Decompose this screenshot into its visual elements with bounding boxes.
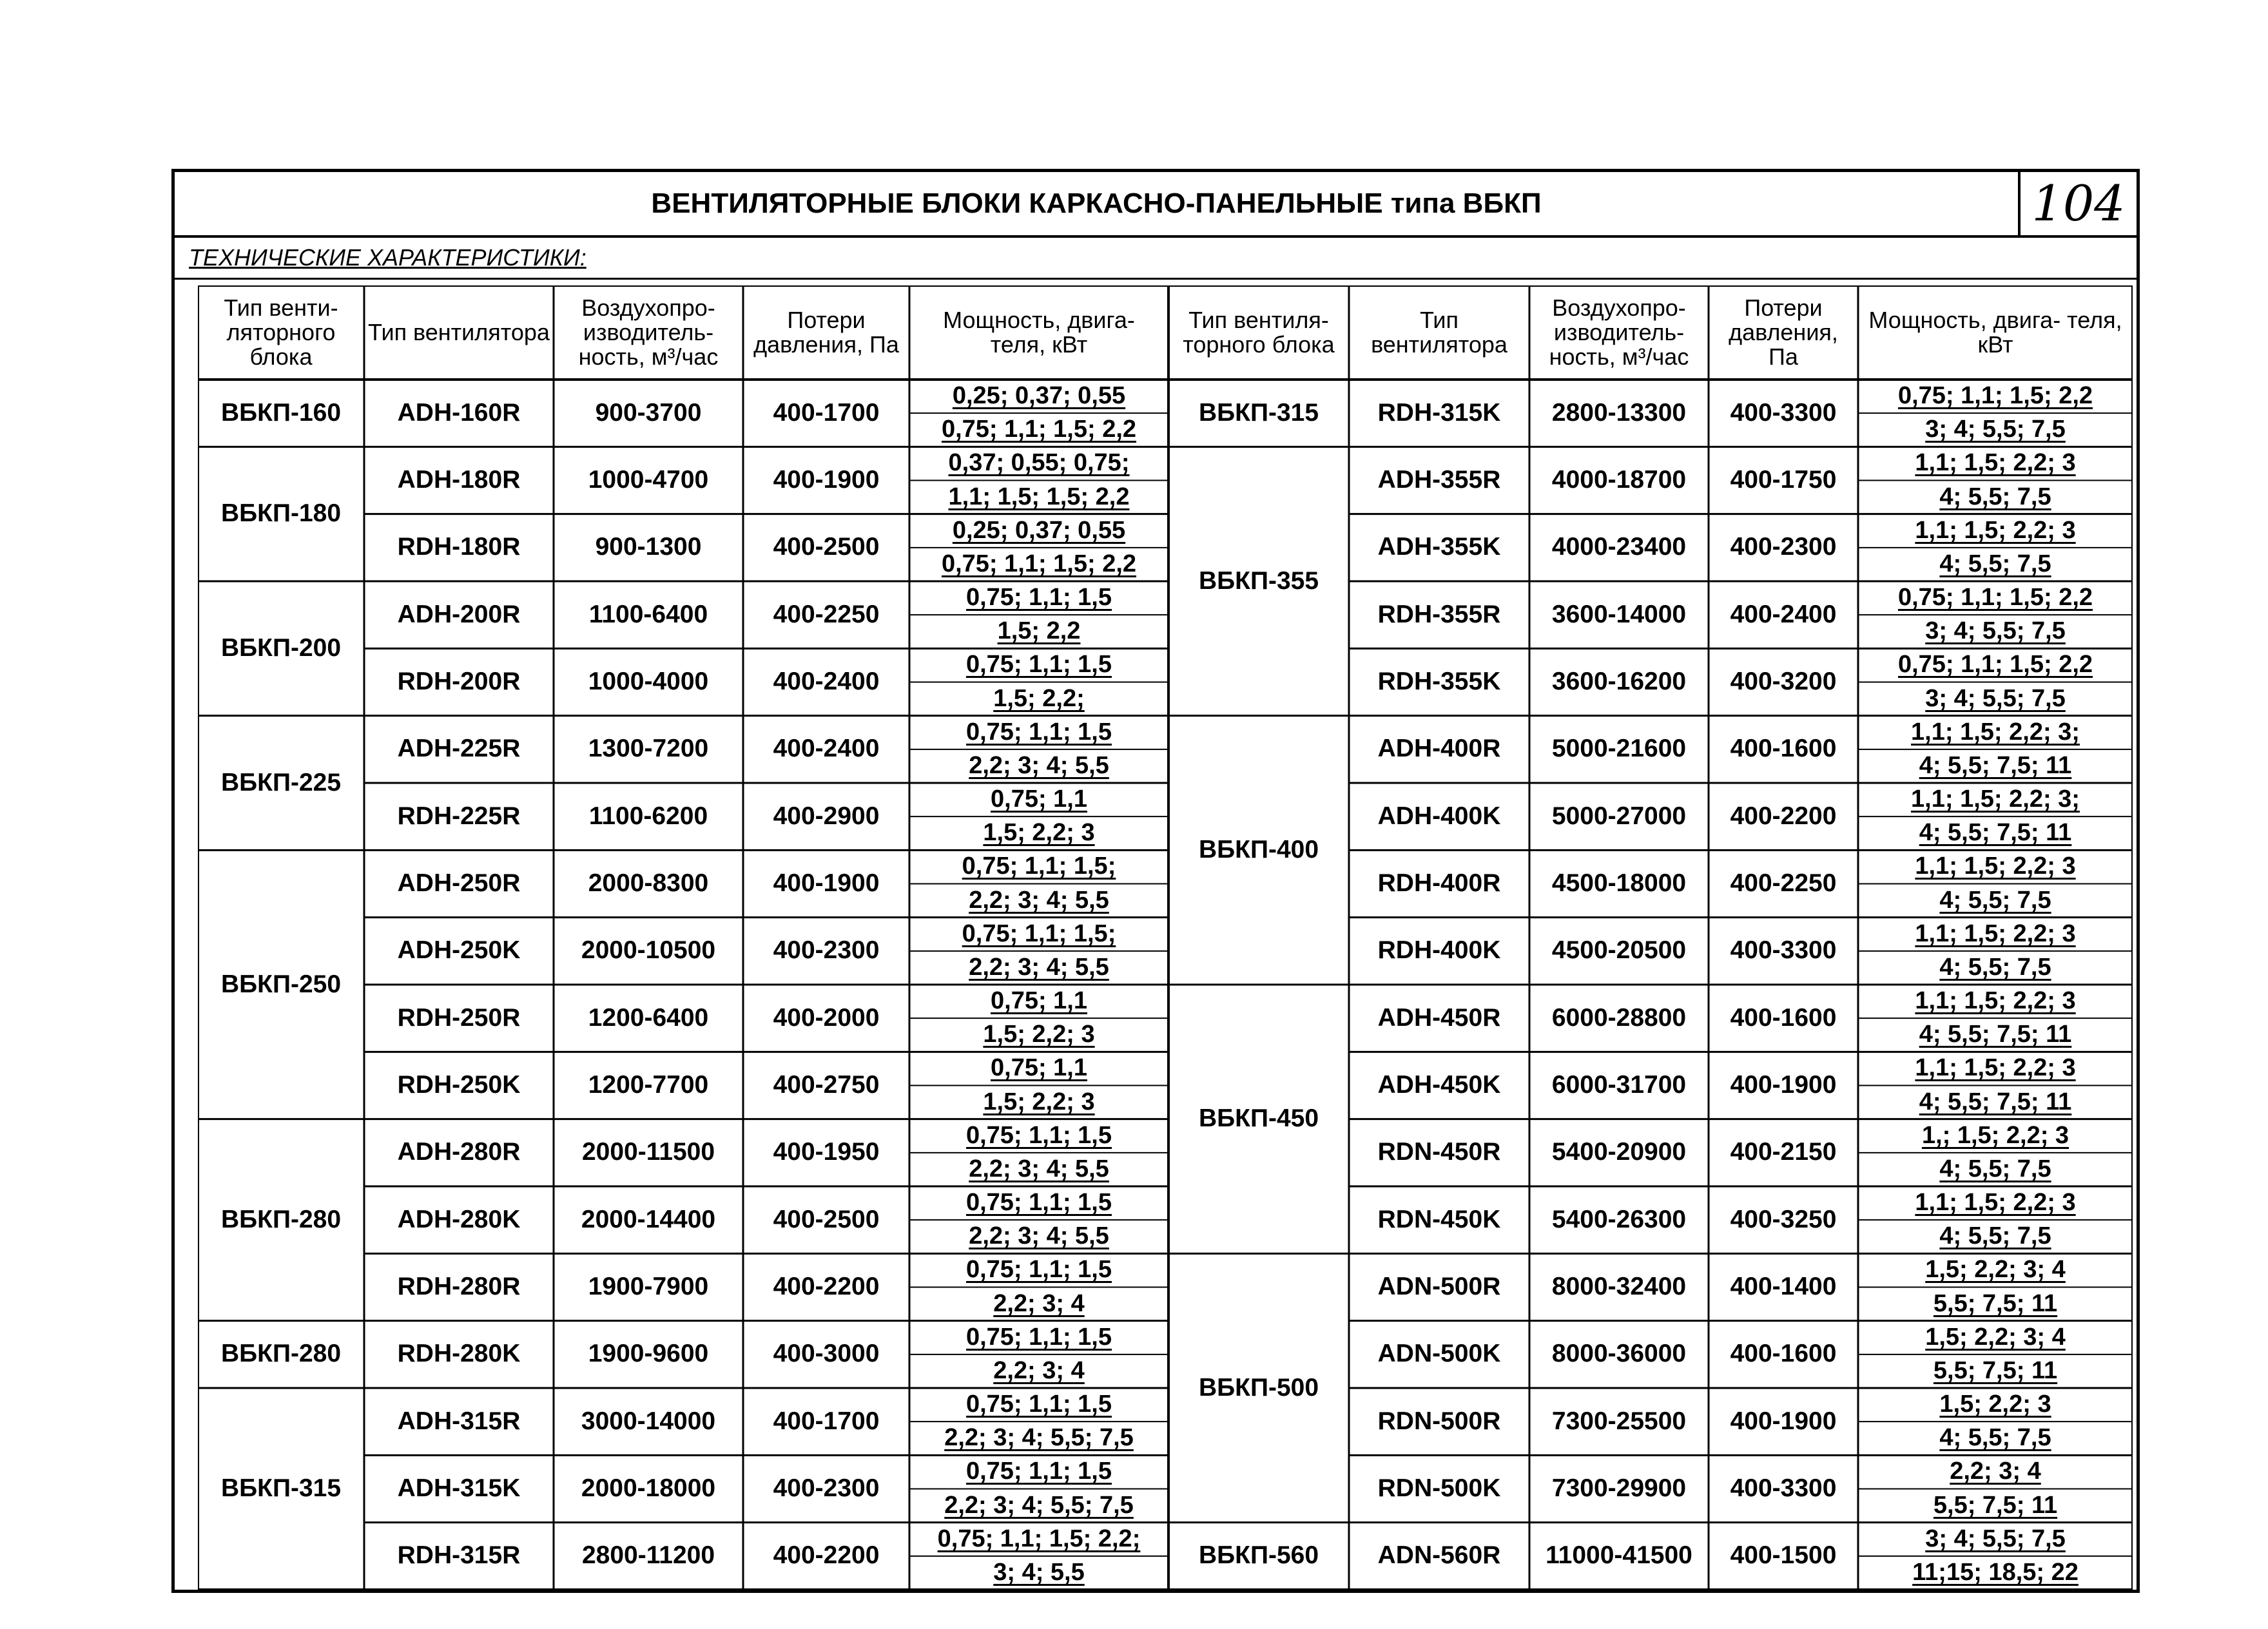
pressure-cell: 400-2200 — [1730, 802, 1837, 830]
power-value-text: 1,1; 1,5; 2,2; 3 — [1915, 516, 2076, 544]
power-value — [1858, 1253, 2133, 1287]
airflow-cell: 6000-28800 — [1551, 1003, 1687, 1032]
fan-type-cell: RDN-450R — [1377, 1138, 1501, 1166]
power-value-text: 1,5; 2,2; — [993, 684, 1085, 712]
power-value-text: 1,5; 2,2; 3; 4 — [1925, 1323, 2066, 1351]
fan-type-cell: ADH-180R — [397, 466, 521, 494]
power-value-text: 0,75; 1,1; 1,5; 2,2 — [1897, 382, 2093, 410]
airflow-cell: 5000-27000 — [1551, 802, 1687, 830]
airflow-cell: 1900-9600 — [588, 1340, 709, 1368]
pressure-cell: 400-2150 — [1730, 1138, 1837, 1166]
pressure-cell: 400-3000 — [773, 1340, 880, 1368]
power-value — [1858, 1086, 2133, 1119]
pressure-cell: 400-2500 — [773, 533, 880, 561]
airflow-cell: 2000-10500 — [581, 936, 716, 965]
power-value-text: 2,2; 3; 4 — [993, 1289, 1085, 1317]
power-value-text: 3; 4; 5,5 — [993, 1558, 1085, 1586]
power-value — [909, 1153, 1168, 1186]
column-header: Тип венти- ляторного блока — [224, 294, 338, 370]
power-value-text: 0,75; 1,1; 1,5; 2,2 — [1897, 584, 2093, 612]
power-value-text: 0,75; 1,1 — [991, 786, 1087, 813]
power-value-text: 4; 5,5; 7,5 — [1939, 886, 2051, 914]
power-value — [1858, 884, 2133, 918]
power-value — [909, 1556, 1168, 1590]
block-type-cell: ВБКП-280 — [220, 1205, 342, 1233]
power-value-text: 1,1; 1,5; 2,2; 3 — [1915, 853, 2076, 880]
fan-type-cell: ADH-280R — [397, 1138, 521, 1166]
power-value-text: 1,1; 1,5; 2,2; 3 — [1915, 449, 2076, 477]
pressure-cell: 400-1900 — [773, 869, 880, 898]
power-value-text: 5,5; 7,5; 11 — [1933, 1356, 2058, 1384]
pressure-cell: 400-3300 — [1730, 936, 1837, 965]
power-value-text: 2,2; 3; 4; 5,5 — [969, 1155, 1109, 1182]
power-value-text: 0,75; 1,1; 1,5; 2,2 — [1897, 651, 2093, 679]
block-type-cell: ВБКП-180 — [220, 499, 342, 528]
power-value — [1858, 1489, 2133, 1523]
power-value — [1858, 1321, 2133, 1354]
power-value-text: 3; 4; 5,5; 7,5 — [1925, 617, 2066, 645]
airflow-cell: 1900-7900 — [588, 1273, 709, 1301]
power-value-text: 4; 5,5; 7,5 — [1939, 1222, 2051, 1250]
block-type-cell: ВБКП-315 — [1198, 398, 1319, 427]
pressure-cell: 400-2300 — [773, 936, 880, 965]
section-label: ТЕХНИЧЕСКИЕ ХАРАКТЕРИСТИКИ: — [189, 244, 586, 271]
power-value — [909, 783, 1168, 816]
power-value-text: 3; 4; 5,5; 7,5 — [1925, 684, 2066, 712]
pressure-cell: 400-1950 — [773, 1138, 880, 1166]
column-header: Воздухопро- изводитель- ность, м³/час — [578, 294, 719, 370]
airflow-cell: 5400-26300 — [1551, 1205, 1687, 1233]
section-divider — [175, 278, 2137, 280]
power-value-text: 1,5; 2,2; 3 — [1939, 1391, 2051, 1418]
airflow-cell: 8000-32400 — [1551, 1273, 1687, 1301]
airflow-cell: 4000-23400 — [1551, 533, 1687, 561]
fan-type-cell: RDH-355K — [1377, 668, 1501, 696]
power-value — [1858, 1153, 2133, 1186]
block-type-cell: ВБКП-225 — [220, 768, 342, 796]
power-value-text: 4; 5,5; 7,5 — [1939, 550, 2051, 577]
power-value-text: 1,1; 1,5; 2,2; 3 — [1915, 987, 2076, 1015]
power-value-text: 11;15; 18,5; 22 — [1912, 1558, 2079, 1586]
column-header: Воздухопро- изводитель- ность, м³/час — [1549, 294, 1689, 370]
fan-type-cell: ADH-160R — [397, 398, 521, 427]
power-value — [909, 1086, 1168, 1119]
pressure-cell: 400-2500 — [773, 1205, 880, 1233]
pressure-cell: 400-1600 — [1730, 735, 1837, 763]
power-value-text: 0,75; 1,1; 1,5; 2,2 — [941, 416, 1137, 443]
pressure-cell: 400-2400 — [1730, 600, 1837, 628]
airflow-cell: 2800-11200 — [581, 1541, 715, 1570]
power-value-text: 1,1; 1,5; 2,2; 3; — [1911, 786, 2080, 813]
power-value-text: 1,5; 2,2; 3 — [983, 1021, 1095, 1048]
fan-type-cell: ADH-450K — [1377, 1071, 1501, 1099]
power-value-text: 0,75; 1,1; 1,5 — [965, 584, 1112, 612]
power-value — [909, 1186, 1168, 1220]
fan-type-cell: ADN-500R — [1377, 1273, 1501, 1301]
power-value — [909, 514, 1168, 548]
pressure-cell: 400-2250 — [1730, 869, 1837, 898]
block-type-cell: ВБКП-500 — [1198, 1373, 1319, 1402]
power-value-text: 2,2; 3; 4; 5,5 — [969, 886, 1109, 914]
pressure-cell: 400-2300 — [773, 1474, 880, 1503]
power-value — [909, 1018, 1168, 1052]
power-value — [909, 1253, 1168, 1287]
power-value-text: 1,5; 2,2; 3 — [983, 819, 1095, 847]
power-value — [1858, 985, 2133, 1018]
fan-type-cell: ADH-250R — [397, 869, 521, 898]
column-header: Тип вентилятора — [368, 319, 550, 346]
power-value — [1858, 918, 2133, 951]
power-value — [909, 1455, 1168, 1489]
power-value-text: 2,2; 3; 4; 5,5 — [969, 751, 1109, 779]
airflow-cell: 6000-31700 — [1551, 1071, 1687, 1099]
airflow-cell: 4500-20500 — [1551, 936, 1687, 965]
power-value-text: 4; 5,5; 7,5 — [1939, 1155, 2051, 1182]
power-value — [909, 951, 1168, 985]
power-value — [909, 1489, 1168, 1523]
power-value — [1858, 581, 2133, 615]
airflow-cell: 1200-6400 — [588, 1003, 709, 1032]
power-value-text: 2,2; 3; 4; 5,5 — [969, 1222, 1109, 1250]
pressure-cell: 400-2200 — [773, 1273, 880, 1301]
power-value-text: 0,75; 1,1; 1,5 — [965, 718, 1112, 746]
fan-type-cell: ADH-355R — [1377, 466, 1501, 494]
power-value-text: 0,75; 1,1; 1,5; 2,2 — [941, 550, 1137, 577]
airflow-cell: 1000-4700 — [588, 466, 709, 494]
power-value-text: 0,75; 1,1; 1,5 — [965, 651, 1112, 679]
power-value-text: 1,5; 2,2; 3; 4 — [1925, 1256, 2066, 1284]
pressure-cell: 400-1700 — [773, 1407, 880, 1435]
airflow-cell: 2000-8300 — [588, 869, 709, 898]
pressure-cell: 400-1400 — [1730, 1273, 1837, 1301]
power-value — [1858, 413, 2133, 447]
airflow-cell: 1300-7200 — [588, 735, 709, 763]
power-value — [1858, 1354, 2133, 1388]
power-value — [909, 447, 1168, 480]
pressure-cell: 400-2900 — [773, 802, 880, 830]
power-value-text: 2,2; 3; 4; 5,5; 7,5 — [944, 1491, 1134, 1519]
fan-type-cell: ADH-315R — [397, 1407, 521, 1435]
airflow-cell: 1100-6200 — [588, 802, 708, 830]
block-type-cell: ВБКП-250 — [220, 970, 342, 998]
power-value-text: 0,75; 1,1; 1,5 — [965, 1189, 1112, 1217]
drawing-sheet — [171, 169, 2140, 1593]
airflow-cell: 8000-36000 — [1551, 1340, 1687, 1368]
block-type-cell: ВБКП-315 — [220, 1474, 342, 1503]
power-value — [909, 380, 1168, 413]
power-value — [909, 615, 1168, 648]
power-value — [1858, 1287, 2133, 1321]
airflow-cell: 2000-11500 — [581, 1138, 715, 1166]
column-header: Мощность, двига- теля, кВт — [943, 307, 1135, 358]
power-value-text: 0,75; 1,1; 1,5; — [962, 920, 1116, 947]
fan-type-cell: ADH-355K — [1377, 533, 1501, 561]
power-value — [1858, 1523, 2133, 1556]
airflow-cell: 4500-18000 — [1551, 869, 1687, 898]
fan-type-cell: ADH-400R — [1377, 735, 1501, 763]
fan-type-cell: RDH-355R — [1377, 600, 1501, 628]
power-value — [909, 1052, 1168, 1085]
power-value-text: 0,75; 1,1 — [991, 1054, 1087, 1082]
power-value — [909, 1523, 1168, 1556]
power-value-text: 0,75; 1,1; 1,5 — [965, 1323, 1112, 1351]
power-value-text: 1,1; 1,5; 2,2; 3; — [1911, 718, 2080, 746]
power-value — [1858, 1388, 2133, 1422]
power-value — [1858, 1422, 2133, 1455]
power-value-text: 4; 5,5; 7,5 — [1939, 1424, 2051, 1452]
block-type-cell: ВБКП-560 — [1198, 1541, 1319, 1570]
power-value-text: 0,75; 1,1; 1,5 — [965, 1391, 1112, 1418]
power-value — [1858, 716, 2133, 749]
power-value-text: 4; 5,5; 7,5; 11 — [1919, 1088, 2072, 1115]
power-value-text: 0,37; 0,55; 0,75; — [948, 449, 1130, 477]
power-value — [909, 1354, 1168, 1388]
pressure-cell: 400-1600 — [1730, 1003, 1837, 1032]
power-value-text: 0,25; 0,37; 0,55 — [952, 382, 1126, 410]
pressure-cell: 400-1600 — [1730, 1340, 1837, 1368]
spec-table — [198, 285, 2133, 1590]
fan-type-cell: RDH-250R — [397, 1003, 521, 1032]
power-value — [1858, 548, 2133, 581]
power-value — [909, 749, 1168, 783]
power-value — [909, 918, 1168, 951]
block-type-cell: ВБКП-450 — [1198, 1104, 1319, 1133]
fan-type-cell: RDH-225R — [397, 802, 521, 830]
power-value — [909, 682, 1168, 716]
fan-type-cell: RDH-315K — [1377, 398, 1501, 427]
power-value-text: 4; 5,5; 7,5 — [1939, 953, 2051, 981]
airflow-cell: 1200-7700 — [588, 1071, 709, 1099]
power-value-text: 3; 4; 5,5; 7,5 — [1925, 416, 2066, 443]
fan-type-cell: ADN-500K — [1377, 1340, 1501, 1368]
power-value-text: 2,2; 3; 4 — [1950, 1458, 2041, 1485]
power-value-text: 5,5; 7,5; 11 — [1933, 1491, 2058, 1519]
pressure-cell: 400-2200 — [773, 1541, 880, 1570]
power-value-text: 1,1; 1,5; 2,2; 3 — [1915, 920, 2076, 947]
airflow-cell: 3600-14000 — [1551, 600, 1687, 628]
power-value-text: 0,75; 1,1; 1,5 — [965, 1121, 1112, 1149]
power-value-text: 1,1; 1,5; 1,5; 2,2 — [948, 483, 1130, 510]
airflow-cell: 4000-18700 — [1551, 466, 1687, 494]
power-value — [1858, 1220, 2133, 1253]
power-value — [1858, 749, 2133, 783]
power-value — [909, 850, 1168, 883]
power-value — [1858, 1052, 2133, 1085]
power-value — [909, 816, 1168, 850]
block-type-cell: ВБКП-200 — [220, 633, 342, 662]
airflow-cell: 2000-14400 — [581, 1205, 716, 1233]
pressure-cell: 400-1500 — [1730, 1541, 1837, 1570]
fan-type-cell: RDN-450K — [1377, 1205, 1501, 1233]
power-value — [909, 1388, 1168, 1422]
power-value-text: 4; 5,5; 7,5; 11 — [1919, 819, 2072, 847]
block-type-cell: ВБКП-280 — [220, 1340, 342, 1368]
fan-type-cell: RDH-400K — [1377, 936, 1501, 965]
power-value — [909, 648, 1168, 682]
fan-type-cell: ADH-200R — [397, 600, 521, 628]
fan-type-cell: RDH-400R — [1377, 869, 1501, 898]
power-value — [1858, 951, 2133, 985]
pressure-cell: 400-2400 — [773, 735, 880, 763]
block-type-cell: ВБКП-355 — [1198, 566, 1319, 595]
power-value — [1858, 1119, 2133, 1153]
pressure-cell: 400-1900 — [1730, 1071, 1837, 1099]
pressure-cell: 400-3200 — [1730, 668, 1837, 696]
power-value-text: 0,75; 1,1; 1,5 — [965, 1256, 1112, 1284]
power-value — [1858, 648, 2133, 682]
pressure-cell: 400-2000 — [773, 1003, 880, 1032]
power-value-text: 1,5; 2,2; 3 — [983, 1088, 1095, 1115]
airflow-cell: 900-3700 — [595, 398, 702, 427]
pressure-cell: 400-3300 — [1730, 1474, 1837, 1503]
power-value — [1858, 615, 2133, 648]
power-value — [1858, 1556, 2133, 1590]
power-value — [1858, 783, 2133, 816]
airflow-cell: 3600-16200 — [1551, 668, 1687, 696]
pressure-cell: 400-2300 — [1730, 533, 1837, 561]
power-value-text: 4; 5,5; 7,5 — [1939, 483, 2051, 510]
power-value — [909, 1119, 1168, 1153]
power-value — [909, 1287, 1168, 1321]
power-value — [1858, 816, 2133, 850]
airflow-cell: 2000-18000 — [581, 1474, 716, 1503]
power-value-text: 0,75; 1,1; 1,5 — [965, 1458, 1112, 1485]
pressure-cell: 400-1700 — [773, 398, 880, 427]
pressure-cell: 400-1900 — [773, 466, 880, 494]
power-value — [909, 413, 1168, 447]
fan-type-cell: RDH-200R — [397, 668, 521, 696]
power-value — [1858, 380, 2133, 413]
pressure-cell: 400-3250 — [1730, 1205, 1837, 1233]
fan-type-cell: RDN-500R — [1377, 1407, 1501, 1435]
column-header: Тип вентилятора — [1371, 307, 1507, 358]
power-value — [1858, 682, 2133, 716]
pressure-cell: 400-2250 — [773, 600, 880, 628]
block-type-cell: ВБКП-160 — [220, 398, 342, 427]
power-value-text: 2,2; 3; 4; 5,5 — [969, 953, 1109, 981]
power-value-text: 1,; 1,5; 2,2; 3 — [1921, 1121, 2069, 1149]
power-value-text: 5,5; 7,5; 11 — [1933, 1289, 2058, 1317]
pressure-cell: 400-2750 — [773, 1071, 880, 1099]
power-value — [909, 716, 1168, 749]
power-value-text: 1,1; 1,5; 2,2; 3 — [1915, 1189, 2076, 1217]
column-header: Тип вентиля- торного блока — [1183, 307, 1335, 358]
power-value-text: 2,2; 3; 4; 5,5; 7,5 — [944, 1424, 1134, 1452]
power-value-text: 1,1; 1,5; 2,2; 3 — [1915, 1054, 2076, 1082]
fan-type-cell: RDH-280K — [397, 1340, 521, 1368]
airflow-cell: 3000-14000 — [581, 1407, 716, 1435]
pressure-cell: 400-1900 — [1730, 1407, 1837, 1435]
power-value — [1858, 1186, 2133, 1220]
fan-type-cell: RDH-250K — [397, 1071, 521, 1099]
power-value — [909, 581, 1168, 615]
airflow-cell: 900-1300 — [595, 533, 702, 561]
power-value-text: 4; 5,5; 7,5; 11 — [1919, 751, 2072, 779]
fan-type-cell: ADH-400K — [1377, 802, 1501, 830]
airflow-cell: 1100-6400 — [588, 600, 708, 628]
airflow-cell: 1000-4000 — [588, 668, 709, 696]
fan-type-cell: RDH-280R — [397, 1273, 521, 1301]
title-row — [175, 172, 2137, 238]
power-value-text: 1,5; 2,2 — [997, 617, 1081, 645]
power-value-text: 2,2; 3; 4 — [993, 1356, 1085, 1384]
power-value-text: 0,75; 1,1; 1,5; — [962, 853, 1116, 880]
page-title: ВЕНТИЛЯТОРНЫЕ БЛОКИ КАРКАСНО-ПАНЕЛЬНЫЕ типа ВБКП — [651, 188, 1542, 219]
power-value — [1858, 481, 2133, 514]
power-value — [909, 985, 1168, 1018]
power-value — [909, 1422, 1168, 1455]
sheet-number: 104 — [2018, 172, 2137, 235]
pressure-cell: 400-1750 — [1730, 466, 1837, 494]
fan-type-cell: ADH-250K — [397, 936, 521, 965]
airflow-cell: 7300-29900 — [1551, 1474, 1687, 1503]
power-value — [909, 481, 1168, 514]
power-value — [909, 1321, 1168, 1354]
block-type-cell: ВБКП-400 — [1198, 835, 1319, 863]
power-value-text: 0,75; 1,1; 1,5; 2,2; — [937, 1525, 1141, 1552]
column-header: Мощность, двига- теля, кВт — [1868, 307, 2122, 358]
fan-type-cell: RDH-180R — [397, 533, 521, 561]
fan-type-cell: ADH-315K — [397, 1474, 521, 1503]
fan-type-cell: ADH-225R — [397, 735, 521, 763]
power-value — [909, 548, 1168, 581]
power-value — [1858, 1018, 2133, 1052]
fan-type-cell: ADH-450R — [1377, 1003, 1501, 1032]
fan-type-cell: RDH-315R — [397, 1541, 521, 1570]
power-value — [1858, 514, 2133, 548]
pressure-cell: 400-2400 — [773, 668, 880, 696]
airflow-cell: 5400-20900 — [1551, 1138, 1687, 1166]
column-header: Потери давления, Па — [1729, 294, 1838, 370]
airflow-cell: 7300-25500 — [1551, 1407, 1687, 1435]
airflow-cell: 5000-21600 — [1551, 735, 1687, 763]
power-value — [1858, 447, 2133, 480]
power-value — [1858, 1455, 2133, 1489]
fan-type-cell: RDN-500K — [1377, 1474, 1501, 1503]
fan-type-cell: ADN-560R — [1377, 1541, 1501, 1570]
power-value — [1858, 850, 2133, 883]
airflow-cell: 11000-41500 — [1546, 1541, 1692, 1570]
power-value-text: 4; 5,5; 7,5; 11 — [1919, 1021, 2072, 1048]
power-value-text: 3; 4; 5,5; 7,5 — [1925, 1525, 2066, 1552]
power-value-text: 0,25; 0,37; 0,55 — [952, 516, 1126, 544]
power-value-text: 0,75; 1,1 — [991, 987, 1087, 1015]
power-value — [909, 884, 1168, 918]
airflow-cell: 2800-13300 — [1551, 398, 1687, 427]
fan-type-cell: ADH-280K — [397, 1205, 521, 1233]
column-header: Потери давления, Па — [753, 307, 899, 358]
power-value — [909, 1220, 1168, 1253]
pressure-cell: 400-3300 — [1730, 398, 1837, 427]
